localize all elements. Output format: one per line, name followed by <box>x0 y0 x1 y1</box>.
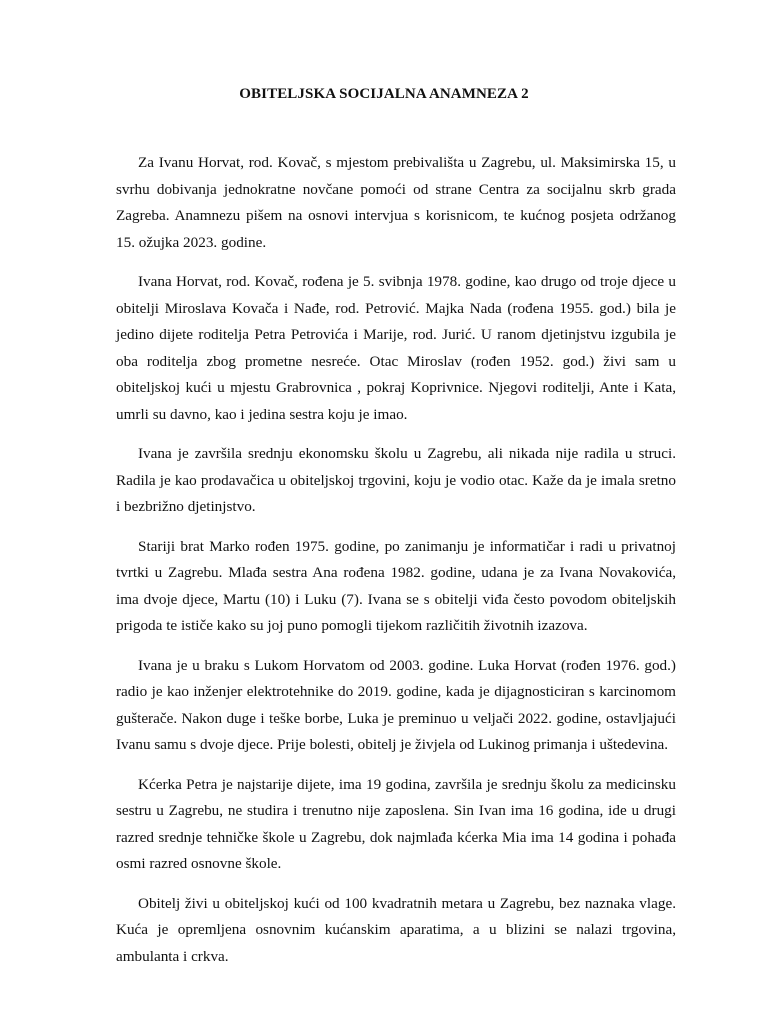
document-title: OBITELJSKA SOCIJALNA ANAMNEZA 2 <box>239 86 529 102</box>
paragraph-siblings: Stariji brat Marko rođen 1975. godine, po zanimanju je informatičar i radi u privatnoj tvrtki u Zagrebu. Mlađa sestra Ana rođena 1982. godine, udana je za Ivana Novakovića, ima dvoje djece, Martu (10) i Luku (7). Ivana se s obitelji viđa često povodom obiteljskih prigoda te ističe kako su joj puno pomogli tijekom različitih životnih izazova. <box>116 537 676 634</box>
paragraph-education: Ivana je završila srednju ekonomsku školu u Zagrebu, ali nikada nije radila u struci. Radila je kao prodavačica u obiteljskoj trgovini, koju je vodio otac. Kaže da je imala sretno i bezbrižno djetinjstvo. <box>116 445 676 515</box>
paragraph-housing: Obitelj živi u obiteljskoj kući od 100 kvadratnih metara u Zagrebu, bez naznaka vlage. Kuća je opremljena osnovnim kućanskim aparatima, a u blizini se nalazi trgovina, ambulanta i crkva. <box>116 894 676 965</box>
paragraph-marriage: Ivana je u braku s Lukom Horvatom od 2003. godine. Luka Horvat (rođen 1976. god.) radio je kao inženjer elektrotehnike do 2019. godine, kada je dijagnosticiran s karcinomom gušterače. Nakon duge i teške borbe, Luka je preminuo u veljači 2022. godine, ostavljajući Ivanu samu s dvoje djece. Prije bolesti, obitelj je živjela od Lukinog primanja i uštedevina. <box>116 656 676 753</box>
paragraph-family-origin: Ivana Horvat, rod. Kovač, rođena je 5. svibnja 1978. godine, kao drugo od troje djece u obitelji Miroslava Kovača i Nađe, rod. Petrović. Majka Nada (rođena 1955. god.) bila je jedino dijete roditelja Petra Petrovića i Marije, rod. Jurić. U ranom djetinjstvu izgubila je oba roditelja zbog prometne nesreće. Otac Miroslav (rođen 1952. god.) živi sam u obiteljskoj kući u mjestu Grabrovnica , pokraj Koprivnice. Njegovi roditelji, Ante i Kata, umrli su davno, kao i jedina sestra koju je imao. <box>116 273 676 423</box>
paragraph-intro: Za Ivanu Horvat, rod. Kovač, s mjestom prebivališta u Zagrebu, ul. Maksimirska 15, u svrhu dobivanja jednokratne novčane pomoći od strane Centra za socijalnu skrb grada Zagreba. Anamnezu pišem na osnovi intervjua s korisnicom, te kućnog posjeta održanog 15. ožujka 2023. godine. <box>116 154 676 251</box>
document-body <box>116 150 676 983</box>
paragraph-children: Kćerka Petra je najstarije dijete, ima 19 godina, završila je srednju školu za medicinsku sestru u Zagrebu, ne studira i trenutno nije zaposlena. Sin Ivan ima 16 godina, ide u drugi razred srednje tehničke škole u Zagrebu, dok najmlađa kćerka Mia ima 14 godina i pohađa osmi razred osnovne škole. <box>116 775 676 872</box>
